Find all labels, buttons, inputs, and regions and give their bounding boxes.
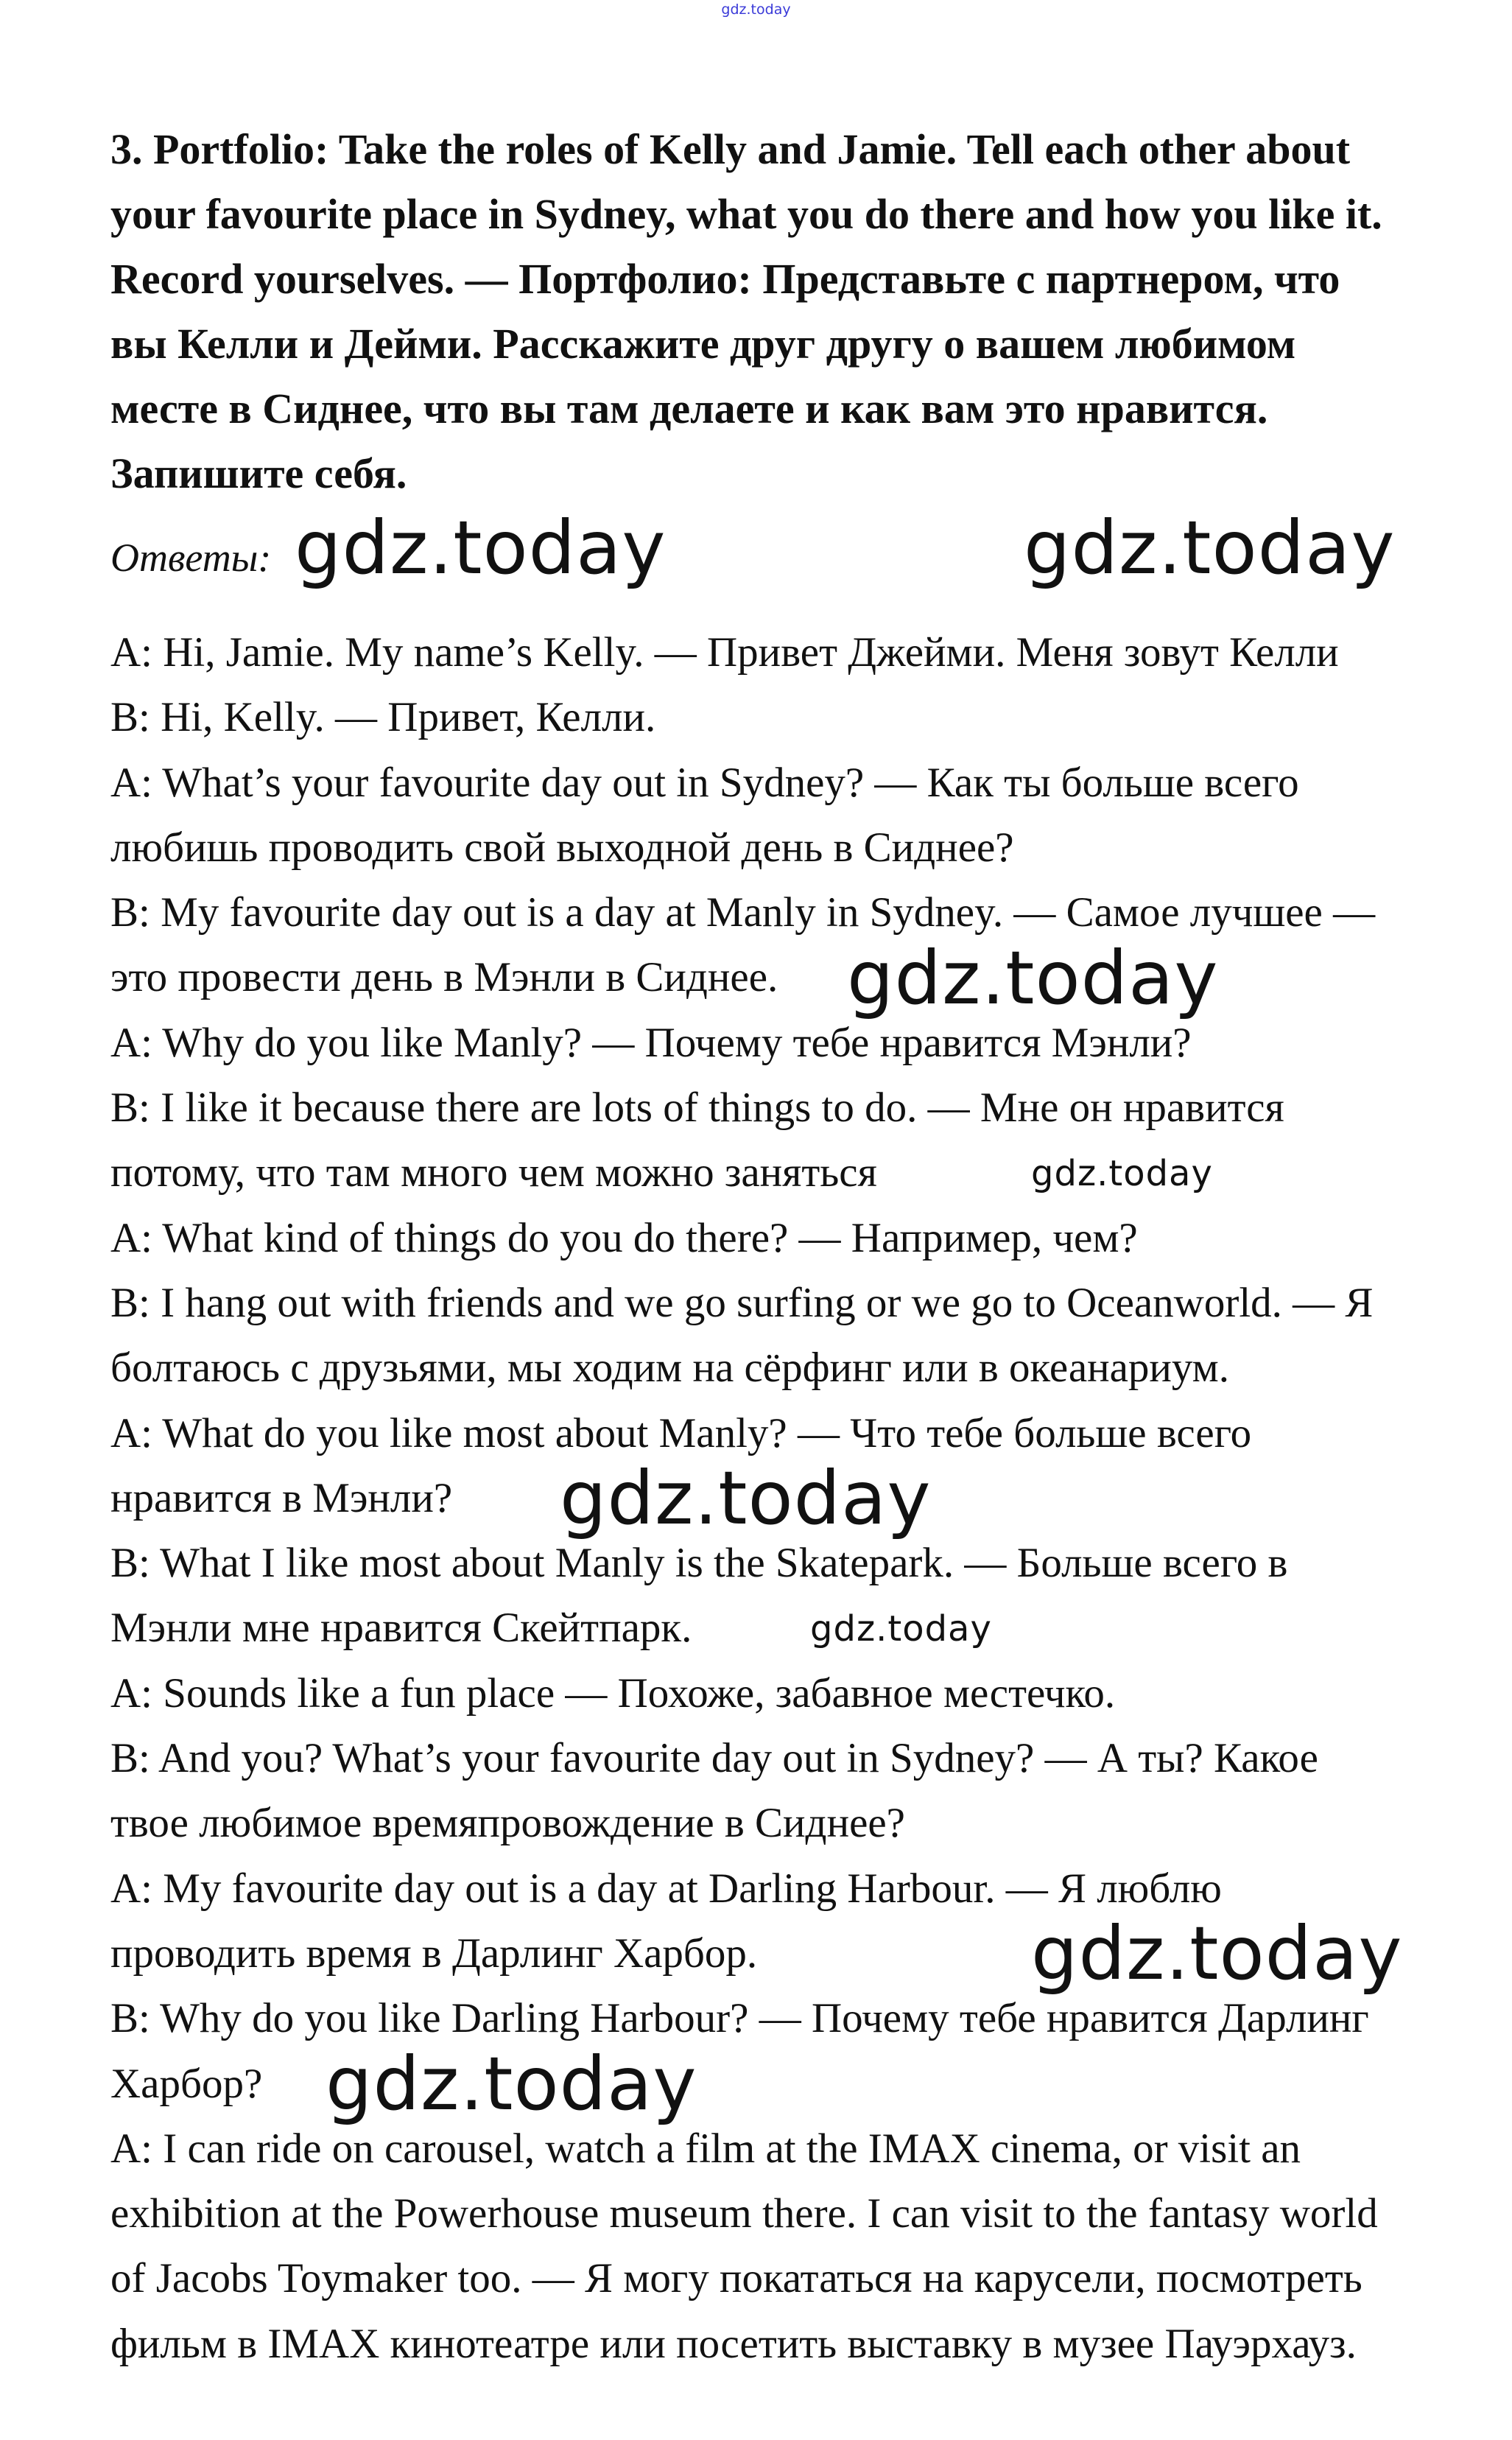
dialog-line: Мэнли мне нравится Скейтпарк. (110, 1605, 692, 1652)
heading-line: Запишите себя. (110, 449, 407, 497)
dialog-line: это провести день в Мэнли в Сиднее. (110, 954, 778, 1001)
dialog-line: B: I hang out with friends and we go surfing or we go to Oceanworld. — Я (110, 1279, 1374, 1326)
heading-line: вы Келли и Дейми. Расскажите друг другу о вашем любимом (110, 320, 1296, 368)
watermark: gdz.today (1031, 1910, 1403, 1996)
dialog-line: B: What I like most about Manly is the Skatepark. — Больше всего в (110, 1540, 1288, 1587)
heading-line: Record yourselves. — Портфолио: Представьте с партнером, что (110, 255, 1340, 303)
dialog-line: A: What’s your favourite day out in Sydney? — Как ты больше всего (110, 759, 1299, 806)
dialog-line: A: What kind of things do you do there? — Например, чем? (110, 1214, 1138, 1261)
dialog-line: фильм в IMAX кинотеатре или посетить выставку в музее Пауэрхауз. (110, 2320, 1357, 2367)
dialog-line: B: I like it because there are lots of things to do. — Мне он нравится (110, 1084, 1284, 1132)
watermark: gdz.today (810, 1608, 992, 1650)
dialog-line: A: I can ride on carousel, watch a film at the IMAX cinema, or visit an (110, 2125, 1301, 2172)
top-watermark: gdz.today (721, 1, 791, 18)
watermark: gdz.today (560, 1455, 932, 1541)
watermark: gdz.today (1031, 1153, 1213, 1194)
dialog-line: Харбор? (110, 2060, 263, 2107)
dialog-line: A: Why do you like Manly? — Почему тебе нравится Мэнли? (110, 1019, 1192, 1066)
dialog-line: of Jacobs Toymaker too. — Я могу покататься на карусели, посмотреть (110, 2255, 1362, 2302)
dialog-line: потому, что там много чем можно заняться (110, 1149, 877, 1196)
dialog-line: A: Hi, Jamie. My name’s Kelly. — Привет Джейми. Меня зовут Келли (110, 629, 1339, 676)
heading-line: your favourite place in Sydney, what you do there and how you like it. (110, 190, 1382, 238)
heading-line: месте в Сиднее, что вы там делаете и как вам это нравится. (110, 385, 1268, 432)
dialog-line: нравится в Мэнли? (110, 1474, 453, 1521)
exercise-heading (110, 117, 1473, 506)
dialog-line: B: And you? What’s your favourite day out in Sydney? — А ты? Какое (110, 1735, 1318, 1782)
watermark: gdz.today (1024, 505, 1396, 591)
dialog-line: болтаюсь с друзьями, мы ходим на сёрфинг или в океанариум. (110, 1345, 1229, 1392)
watermark: gdz.today (295, 505, 667, 591)
dialog-line: твое любимое времяпровождение в Сиднее? (110, 1800, 905, 1847)
dialog-line: B: Why do you like Darling Harbour? — Почему тебе нравится Дарлинг (110, 1995, 1369, 2042)
watermark: gdz.today (326, 2041, 697, 2127)
dialog-line: exhibition at the Powerhouse museum there. I can visit to the fantasy world (110, 2190, 1378, 2237)
dialog-line: проводить время в Дарлинг Харбор. (110, 1929, 758, 1977)
dialog-line: любишь проводить свой выходной день в Сиднее? (110, 824, 1014, 871)
dialog-line: B: Hi, Kelly. — Привет, Келли. (110, 694, 656, 741)
answers-label: Ответы: (110, 536, 272, 580)
watermark: gdz.today (847, 935, 1219, 1021)
dialog-line: B: My favourite day out is a day at Manly in Sydney. — Самое лучшее — (110, 889, 1376, 936)
dialog-line: A: Sounds like a fun place — Похоже, забавное местечко. (110, 1669, 1116, 1717)
dialog-line: A: My favourite day out is a day at Darling Harbour. — Я люблю (110, 1865, 1222, 1912)
dialog-line: A: What do you like most about Manly? — Что тебе больше всего (110, 1409, 1252, 1456)
heading-line: 3. Portfolio: Take the roles of Kelly and Jamie. Tell each other about (110, 125, 1351, 173)
